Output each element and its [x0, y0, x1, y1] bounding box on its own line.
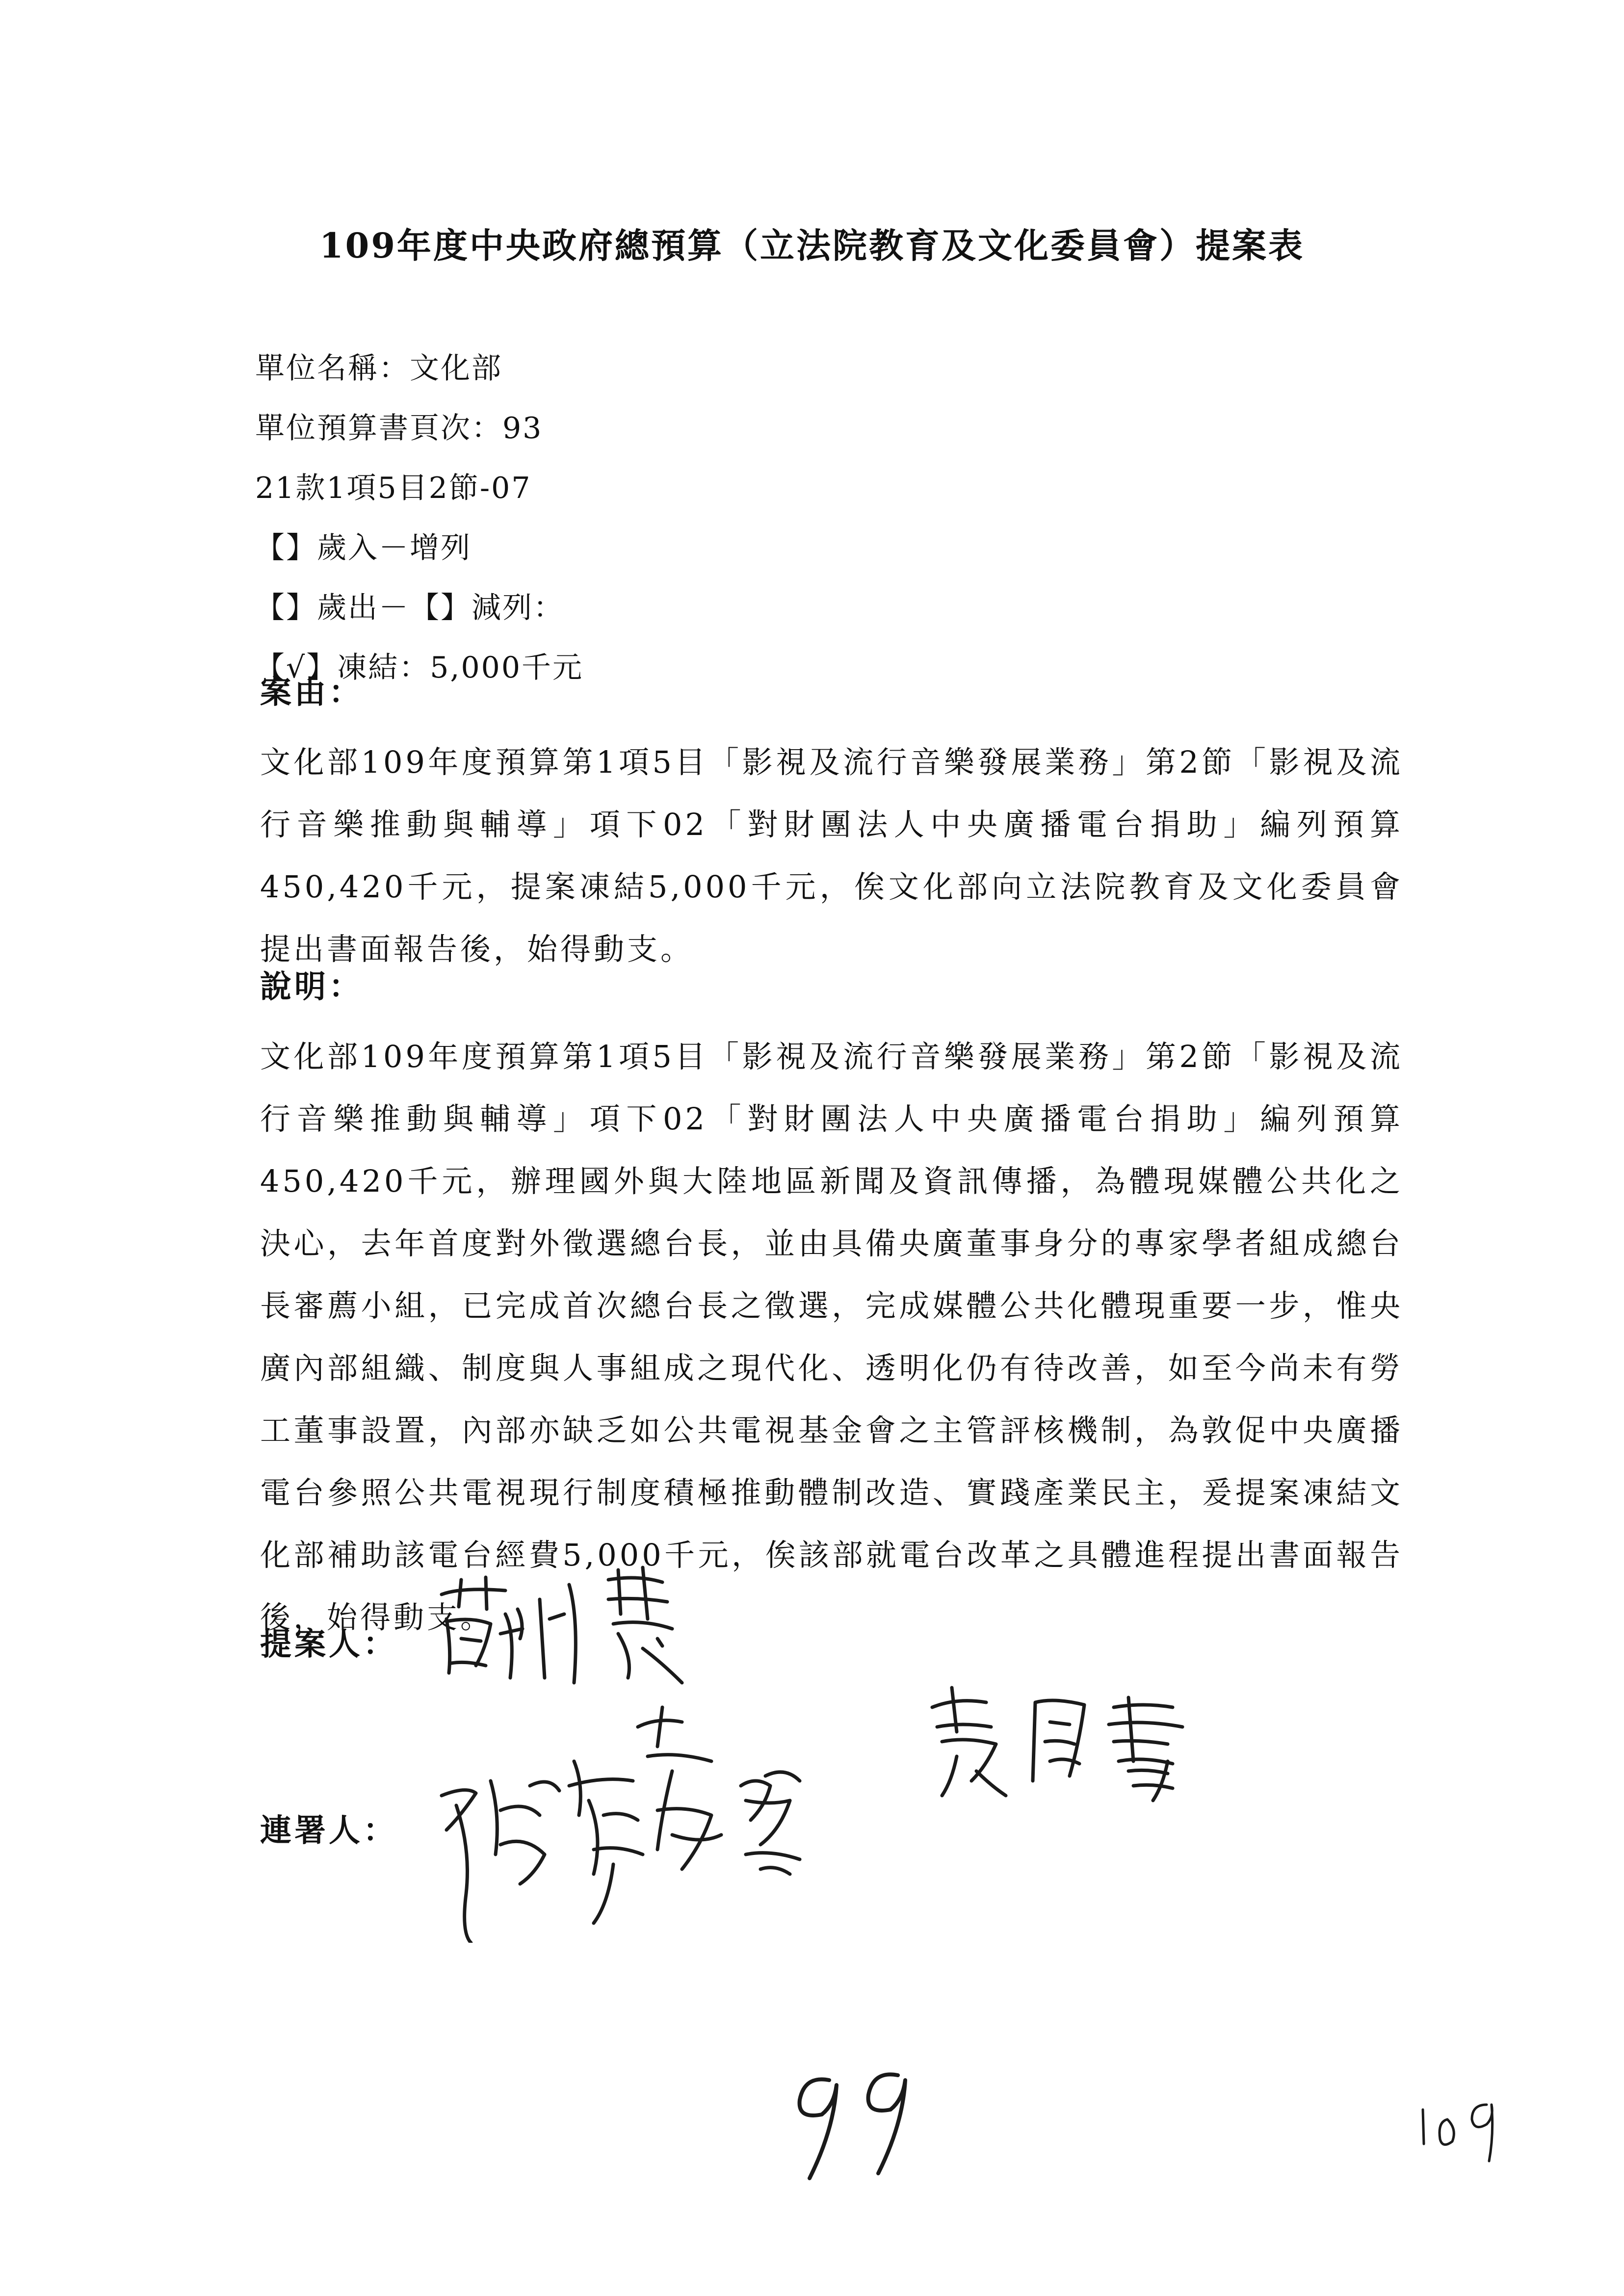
proposer-label: 提案人：	[260, 1626, 397, 1663]
expenditure-cut: 【】歲出－【】減列：	[255, 591, 564, 625]
cosigner-signature-1	[427, 1688, 868, 1943]
freeze-amount: 【√】凍結：5,000千元	[255, 651, 583, 685]
budget-page: 單位預算書頁次：93	[255, 411, 543, 445]
explanation-heading: 說明：	[260, 968, 363, 1005]
handwritten-corner-number	[1413, 2090, 1521, 2170]
page-title: 109年度中央政府總預算（立法院教育及文化委員會）提案表	[319, 225, 1305, 266]
case-text: 文化部109年度預算第1項5目「影視及流行音樂發展業務」第2節「影視及流行音樂推動與輔導」項下02「對財團法人中央廣播電台捐助」編列預算450,420千元，提案凍結5,000千元，俟文化部向立法院教育及文化委員會提出書面報告後，始得動支。	[260, 744, 1403, 967]
explanation-text: 文化部109年度預算第1項5目「影視及流行音樂發展業務」第2節「影視及流行音樂推動與輔導」項下02「對財團法人中央廣播電台捐助」編列預算450,420千元，辦理國外與大陸地區新聞及資訊傳播，為體現媒體公共化之決心，去年首度對外徵選總台長，並由具備央廣董事身分的專家學者組成總台長審薦小組，已完成首次總台長之徵選，完成媒體公共化體現重要一步，惟央廣內部組織、制度與人事組成之現代化、透明化仍有待改善，如至今尚未有勞工董事設置，內部亦缺乏如公共電視基金會之主管評核機制，為敦促中央廣播電台參照公共電視現行制度積極推動體制改造、實踐產業民主，爰提案凍結文化部補助該電台經費5,000千元，俟該部就電台改革之具體進程提出書面報告後，始得動支。	[260, 1039, 1403, 1635]
revenue-increase: 【】歲入－增列	[255, 531, 471, 565]
case-heading: 案由：	[260, 674, 363, 711]
unit-name: 單位名稱：文化部	[255, 351, 502, 386]
handwritten-page-number	[775, 2061, 932, 2190]
budget-item: 21款1項5目2節-07	[255, 471, 532, 505]
cosigner-label: 連署人：	[260, 1812, 397, 1849]
document-meta	[255, 339, 583, 698]
proposer-signature	[432, 1560, 707, 1688]
cosigner-signature-2	[922, 1678, 1246, 1805]
